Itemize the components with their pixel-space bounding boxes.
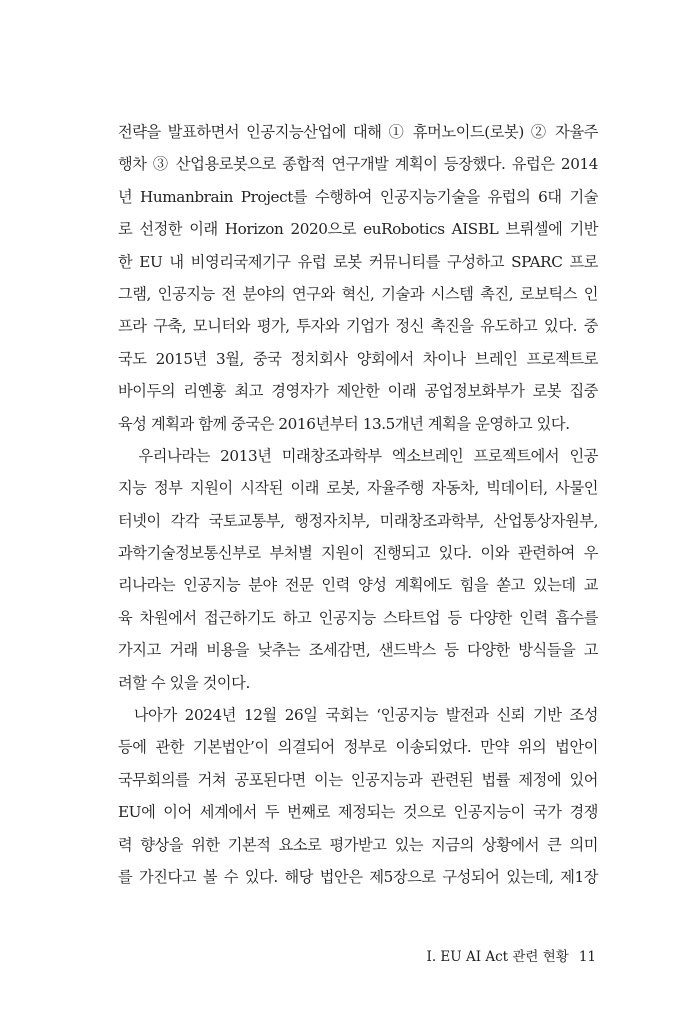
text-line: 육 차원에서 접근하기도 하고 인공지능 스타트업 등 다양한 인력 흡수를 xyxy=(118,608,598,627)
text-line: 력 향상을 위한 기본적 요소로 평가받고 있는 지금의 상황에서 큰 의미 xyxy=(118,835,598,854)
text-line: EU에 이어 세계에서 두 번째로 제정되는 것으로 인공지능이 국가 경쟁 xyxy=(118,803,598,822)
paragraph xyxy=(118,440,598,699)
text-line: 국무회의를 거쳐 공포된다면 이는 인공지능과 관련된 법률 제정에 있어 xyxy=(118,770,598,789)
running-section-title: I. EU AI Act 관련 현황 xyxy=(426,949,569,965)
text-line: 국도 2015년 3월, 중국 정치회사 양회에서 차이나 브레인 프로젝트로 xyxy=(118,349,598,368)
text-line: 육성 계획과 함께 중국은 2016년부터 13.5개년 계획을 운영하고 있다. xyxy=(118,414,570,433)
page-body xyxy=(118,116,598,893)
text-line: 우리나라는 2013년 미래창조과학부 엑소브레인 프로젝트에서 인공 xyxy=(118,446,598,465)
text-line: 를 가진다고 볼 수 있다. 해당 법안은 제5장으로 구성되어 있는데, 제1장 xyxy=(118,867,598,886)
text-line: 과학기술정보통신부로 부처별 지원이 진행되고 있다. 이와 관련하여 우 xyxy=(118,544,598,563)
text-line: 로 선정한 이래 Horizon 2020으로 euRobotics AISBL 브뤼셀에 기반 xyxy=(118,220,598,239)
text-line: 가지고 거래 비용을 낮추는 조세감면, 샌드박스 등 다양한 방식들을 고 xyxy=(118,641,598,660)
text-line: 리나라는 인공지능 분야 전문 인력 양성 계획에도 힘을 쏟고 있는데 교 xyxy=(118,576,598,595)
page-footer xyxy=(427,945,596,965)
text-line: 그램, 인공지능 전 분야의 연구와 혁신, 기술과 시스템 촉진, 로보틱스 인 xyxy=(118,284,598,303)
text-line: 터넷이 각각 국토교통부, 행정자치부, 미래창조과학부, 산업통상자원부, xyxy=(118,511,598,530)
text-line: 바이두의 리옌훙 최고 경영자가 제안한 이래 공업정보화부가 로봇 집중 xyxy=(118,382,598,401)
text-line: 지능 정부 지원이 시작된 이래 로봇, 자율주행 자동차, 빅데이터, 사물인 xyxy=(118,479,598,498)
text-line: 등에 관한 기본법안’이 의결되어 정부로 이송되었다. 만약 위의 법안이 xyxy=(118,738,598,757)
text-line: 전략을 발표하면서 인공지능산업에 대해 ① 휴머노이드(로봇) ② 자율주 xyxy=(118,123,598,141)
text-line: 프라 구축, 모니터와 평가, 투자와 기업가 정신 촉진을 유도하고 있다. 중 xyxy=(118,317,598,336)
paragraph xyxy=(118,116,598,440)
text-line: 년 Humanbrain Project를 수행하여 인공지능기술을 유럽의 6대 기술 xyxy=(118,187,598,206)
text-line: 나아가 2024년 12월 26일 국회는 ‘인공지능 발전과 신뢰 기반 조성 xyxy=(118,706,598,725)
text-line: 려할 수 있을 것이다. xyxy=(118,673,250,692)
text-line: 한 EU 내 비영리국제기구 유럽 로봇 커뮤니티를 구성하고 SPARC 프로 xyxy=(118,252,598,271)
paragraph xyxy=(118,699,598,893)
page-number: 11 xyxy=(578,949,596,965)
text-line: 행차 ③ 산업용로봇으로 종합적 연구개발 계획이 등장했다. 유럽은 2014 xyxy=(118,155,598,174)
